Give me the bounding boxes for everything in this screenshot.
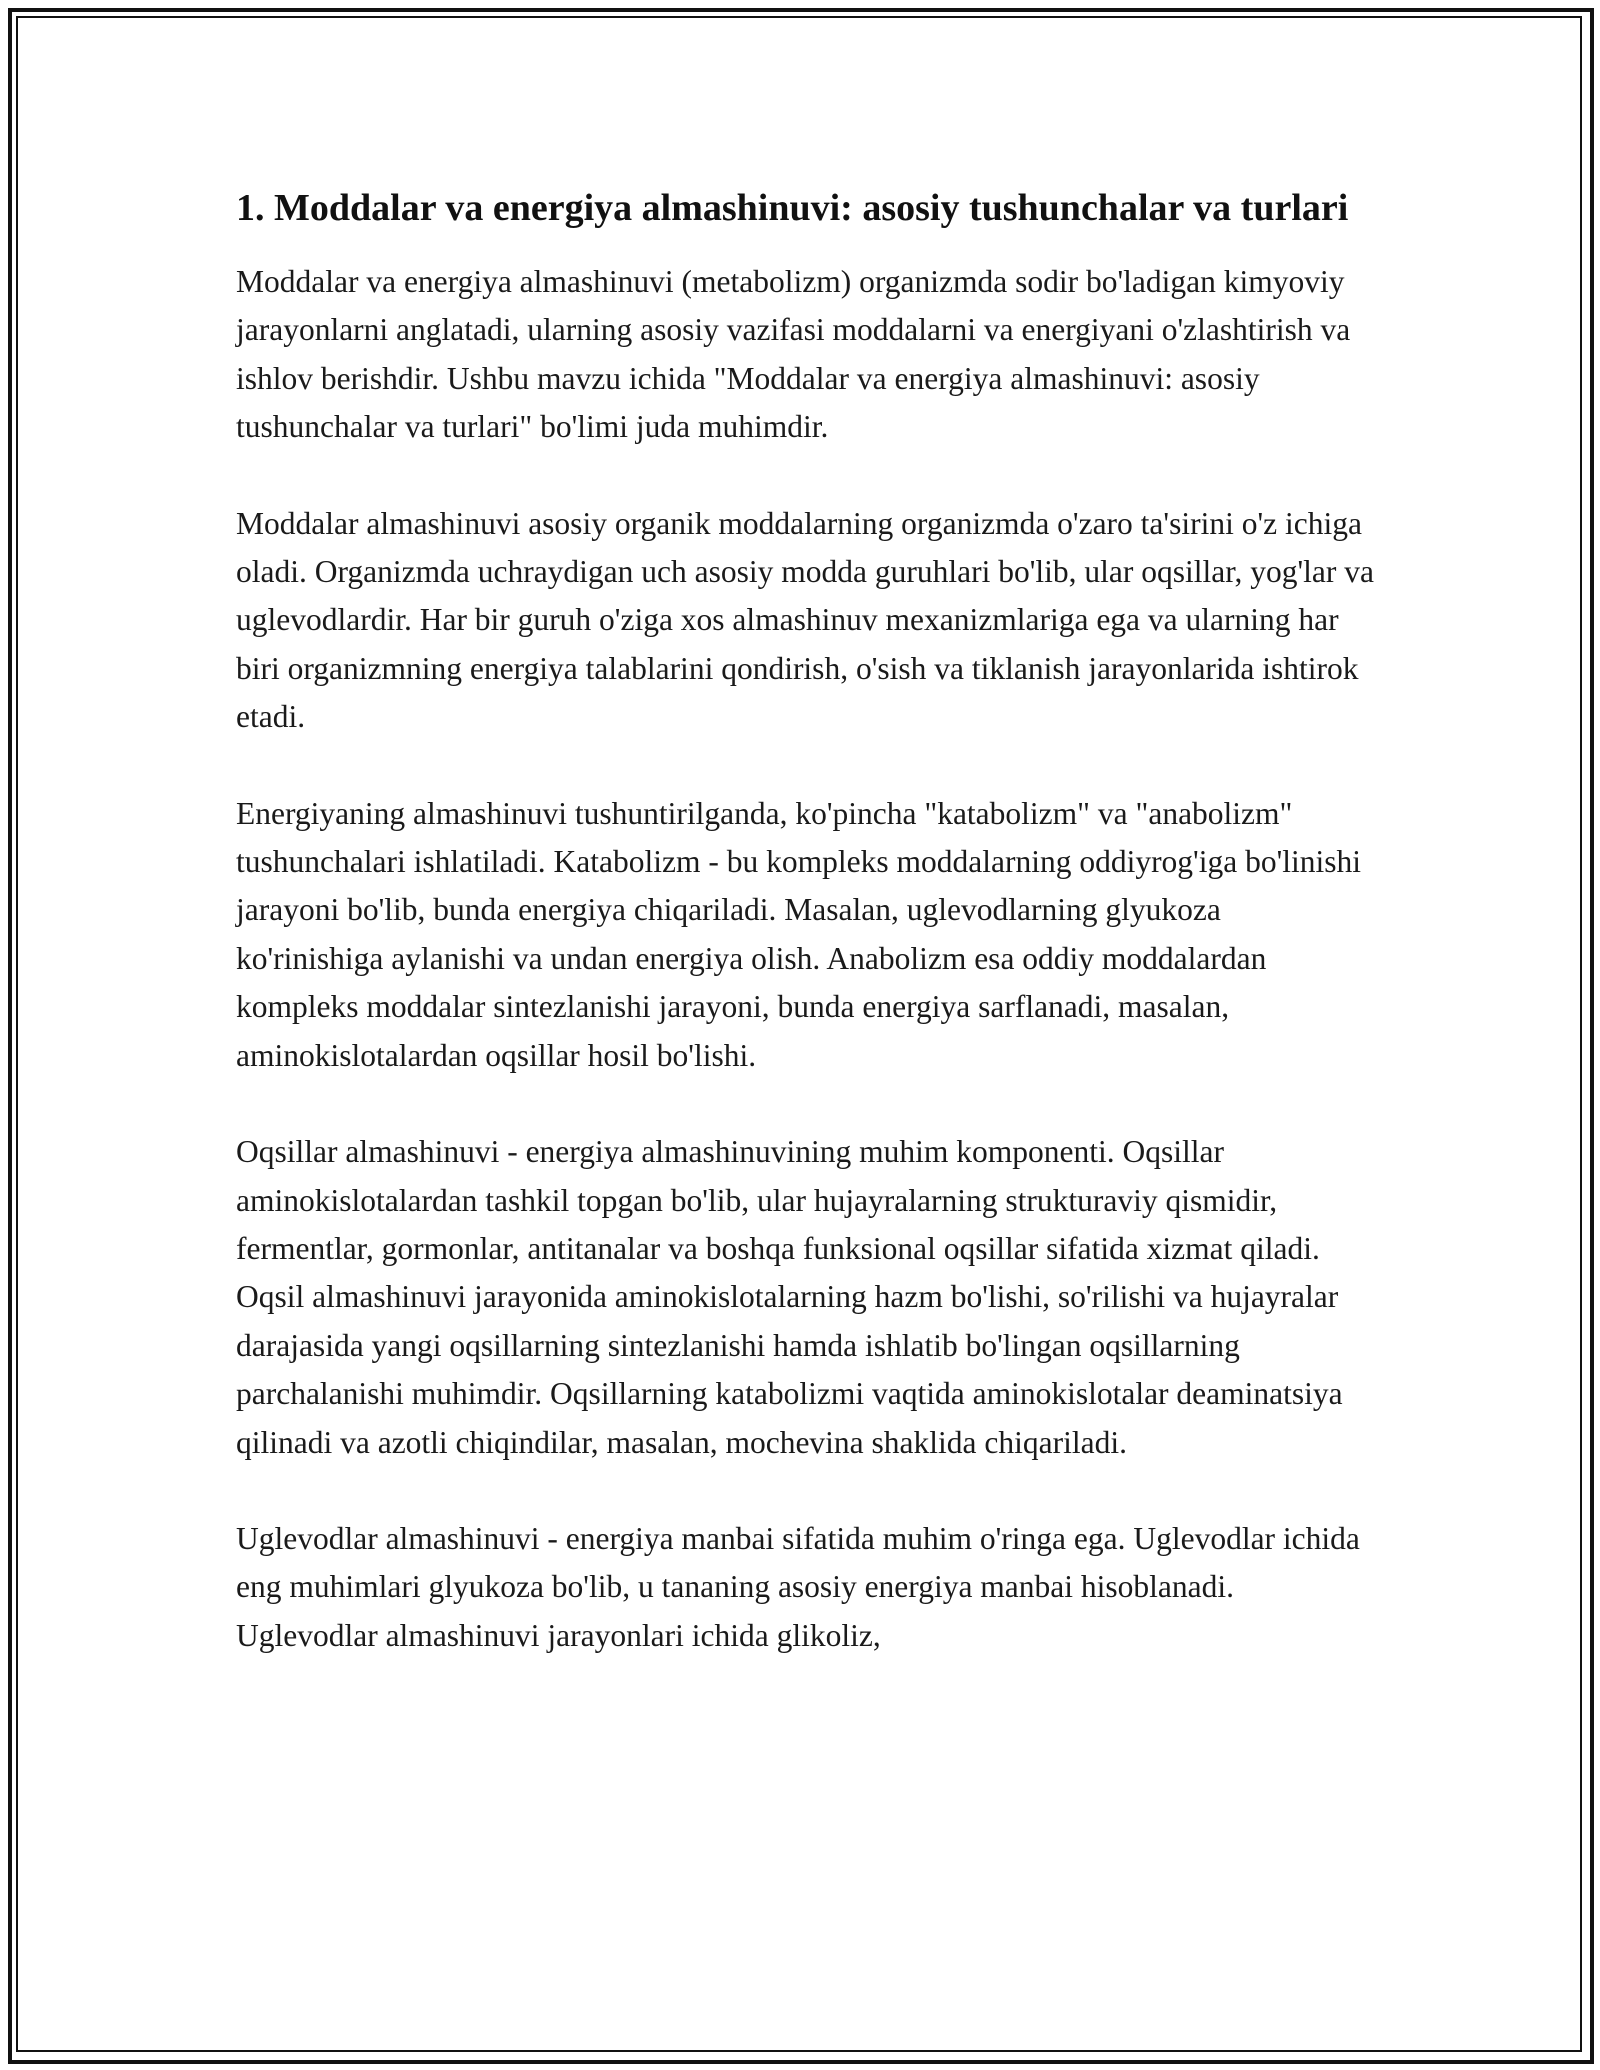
document-body: [236, 180, 1376, 1708]
paragraph-substance-exchange: Moddalar almashinuvi asosiy organik moddalarning organizmda o'zaro ta'sirini o'z ichiga oladi. Organizmda uchraydigan uch asosiy modda guruhlari bo'lib, ular oqsillar, yog'lar va uglevodlardir. Har bir guruh o'ziga xos almashinuv mexanizmlariga ega va ularning har biri organizmning energiya talablarini qondirish, o'sish va tiklanish jarayonlarida ishtirok etadi.: [236, 505, 1374, 735]
paragraph-catabolism-anabolism: Energiyaning almashinuvi tushuntirilganda, ko'pincha "katabolizm" va "anabolizm" tushunchalari ishlatiladi. Katabolizm - bu kompleks moddalarning oddiyrog'iga bo'linishi jarayoni bo'lib, bunda energiya chiqariladi. Masalan, uglevodlarning glyukoza ko'rinishiga aylanishi va undan energiya olish. Anabolizm esa oddiy moddalardan kompleks moddalar sintezlanishi jarayoni, bunda energiya sarflanadi, masalan, aminokislotalardan oqsillar hosil bo'lishi.: [236, 795, 1362, 1073]
document-title: 1. Moddalar va energiya almashinuvi: asosiy tushunchalar va turlari: [236, 187, 1349, 229]
paragraph-protein-metabolism: Oqsillar almashinuvi - energiya almashinuvining muhim komponenti. Oqsillar aminokislotalardan tashkil topgan bo'lib, ular hujayralarning strukturaviy qismidir, fermentlar, gormonlar, antitanalar va boshqa funksional oqsillar sifatida xizmat qiladi. Oqsil almashinuvi jarayonida aminokislotalarning hazm bo'lishi, so'rilishi va hujayralar darajasida yangi oqsillarning sintezlanishi hamda ishlatib bo'lingan oqsillarning parchalanishi muhimdir. Oqsillarning katabolizmi vaqtida aminokislotalar deaminatsiya qilinadi va azotli chiqindilar, masalan, mochevina shaklida chiqariladi.: [236, 1134, 1343, 1460]
paragraph-metabolism-intro: Moddalar va energiya almashinuvi (metabolizm) organizmda sodir bo'ladigan kimyoviy jarayonlarni anglatadi, ularning asosiy vazifasi moddalarni va energiyani o'zlashtirish va ishlov berishdir. Ushbu mavzu ichida "Moddalar va energiya almashinuvi: asosiy tushunchalar va turlari" bo'limi juda muhimdir.: [236, 264, 1351, 445]
paragraph-carbohydrate-metabolism: Uglevodlar almashinuvi - energiya manbai sifatida muhim o'ringa ega. Uglevodlar ichida eng muhimlari glyukoza bo'lib, u tananing asosiy energiya manbai hisoblanadi. Uglevodlar almashinuvi jarayonlari ichida glikoliz,: [236, 1520, 1360, 1653]
